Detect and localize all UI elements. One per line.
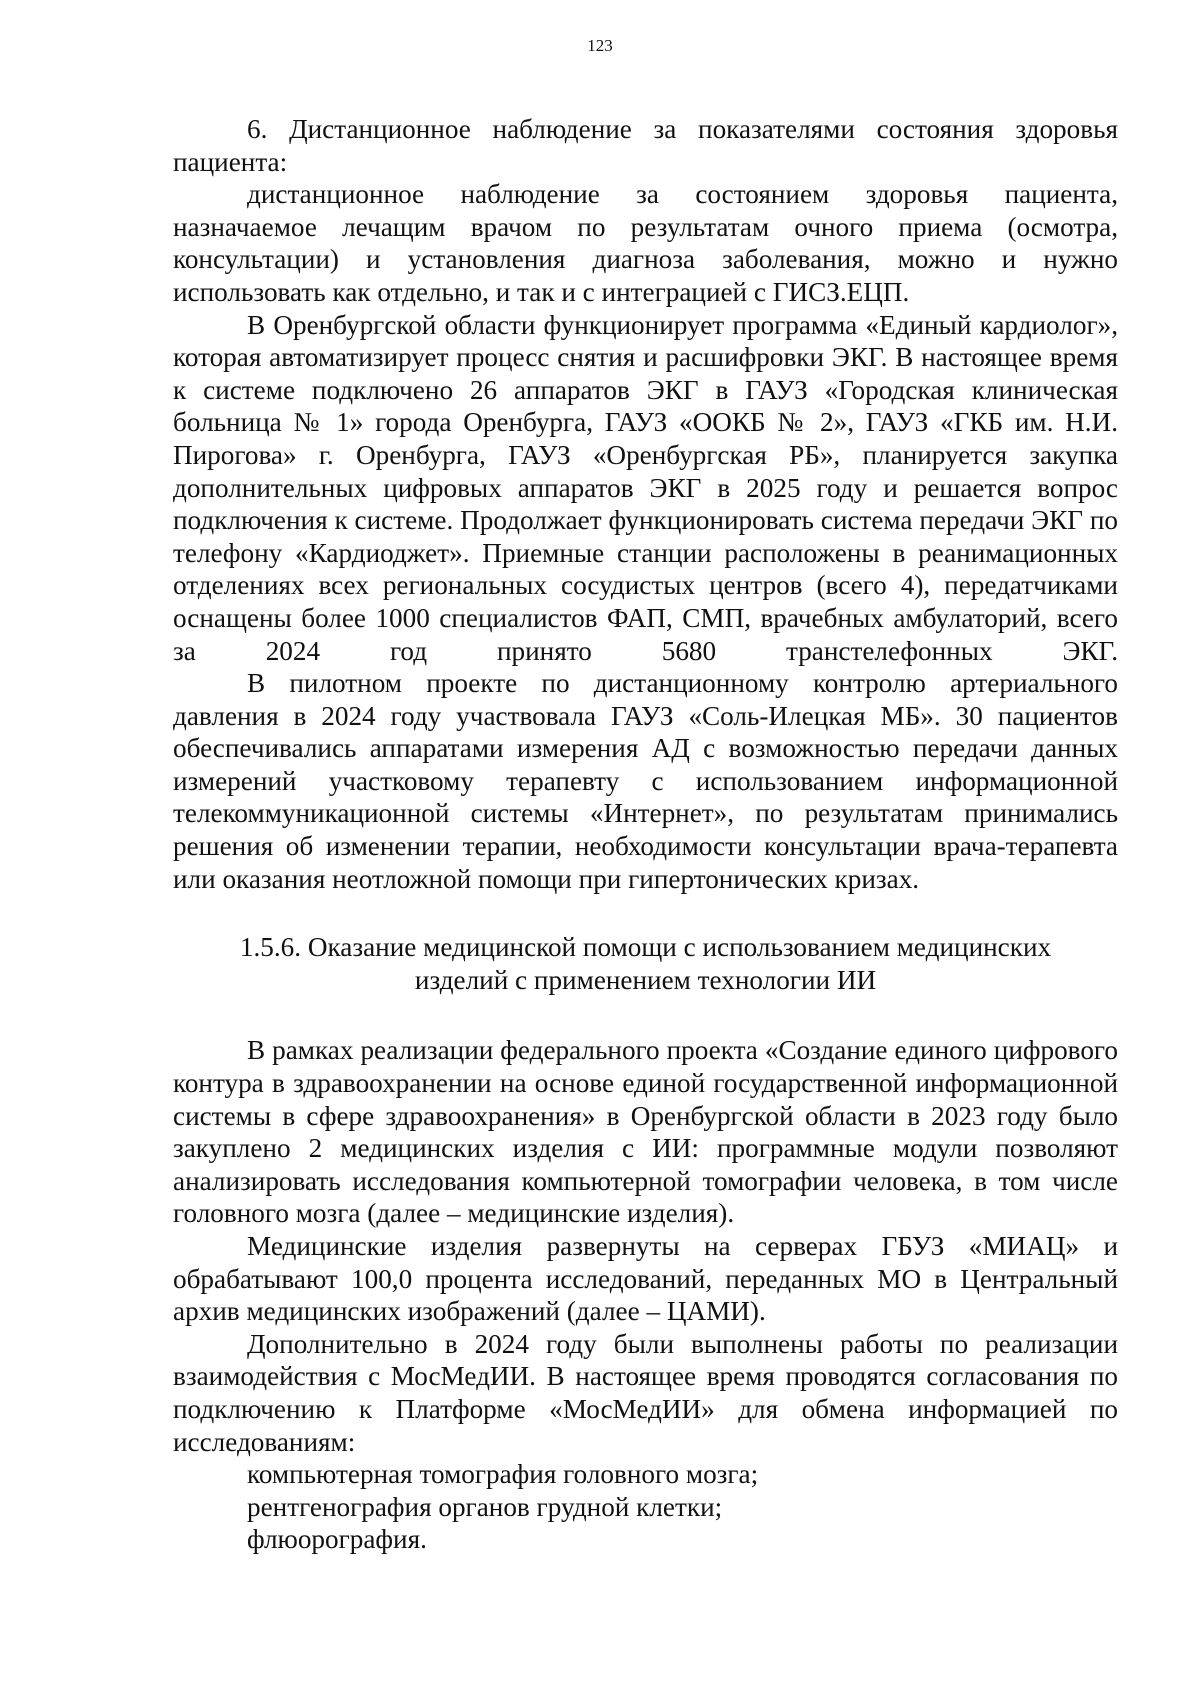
paragraph-remote-monitoring-description: дистанционное наблюдение за состоянием здоровья пациента, назначаемое лечащим врачом по результатам очного приема (осмотра, консультации) и установления диагноза заболевания, можно и нужно использовать как отдельно, и так и с интеграцией с ГИСЗ.ЕЦП. [173, 179, 1118, 307]
list-item-chest-xray: рентгенография органов грудной клетки; [247, 1491, 723, 1522]
paragraph-blood-pressure-pilot: В пилотном проекте по дистанционному контролю артериального давления в 2024 году участвовала ГАУЗ «Соль-Илецкая МБ». 30 пациентов обеспечивались аппаратами измерения АД с возможностью передачи данных измерений участковому терапевту с использованием информационной телекоммуникационной системы «Интернет», по результатам принимались решения об изменении терапии, необходимости консультации врача-терапевта или оказания неотложной помощи при гипертонических кризах. [173, 668, 1118, 894]
paragraph-remote-monitoring-heading: 6. Дистанционное наблюдение за показателями состояния здоровья пациента: [173, 114, 1118, 177]
page-number: 123 [587, 36, 613, 55]
list-item-fluorography: флюорография. [247, 1524, 427, 1555]
paragraph-mosmedii-integration: Дополнительно в 2024 году были выполнены работы по реализации взаимодействия с МосМедИИ. В настоящее время проводятся согласования по подключению к Платформе «МосМедИИ» для обмена информацией по исследованиям: [173, 1328, 1118, 1457]
list-item-ct-brain: компьютерная томография головного мозга; [247, 1459, 759, 1490]
section-heading [173, 931, 1118, 996]
section-heading-line-2: изделий с применением технологии ИИ [414, 964, 877, 995]
document-body [173, 113, 1118, 1556]
paragraph-medical-devices-deployed: Медицинские изделия развернуты на серверах ГБУЗ «МИАЦ» и обрабатывают 100,0 процента исследований, переданных МО в Центральный архив медицинских изображений (далее – ЦАМИ). [173, 1231, 1118, 1327]
section-heading-line-1: 1.5.6. Оказание медицинской помощи с использованием медицинских [239, 932, 1052, 963]
paragraph-unified-cardiologist: В Оренбургской области функционирует программа «Единый кардиолог», которая автоматизирует процесс снятия и расшифровки ЭКГ. В настоящее время к системе подключено 26 аппаратов ЭКГ в ГАУЗ «Городская клиническая больница № 1» города Оренбурга, ГАУЗ «ООКБ № 2», ГАУЗ «ГКБ им. Н.И. Пирогова» г. Оренбурга, ГАУЗ «Оренбургская РБ», планируется закупка дополнительных цифровых аппаратов ЭКГ в 2025 году и решается вопрос подключения к системе. Продолжает функционировать система передачи ЭКГ по телефону «Кардиоджет». Приемные станции расположены в реанимационных отделениях всех региональных сосудистых центров (всего 4), передатчиками оснащены более 1000 специалистов ФАП, СМП, врачебных амбулаторий, всего за 2024 год принято 5680 транстелефонных ЭКГ. [173, 309, 1118, 666]
paragraph-federal-project: В рамках реализации федерального проекта «Создание единого цифрового контура в здравоохранении на основе единой государственной информационной системы в сфере здравоохранения» в Оренбургской области в 2023 году было закуплено 2 медицинских изделия с ИИ: программные модули позволяют анализировать исследования компьютерной томографии человека, в том числе головного мозга (далее – медицинские изделия). [173, 1035, 1118, 1229]
